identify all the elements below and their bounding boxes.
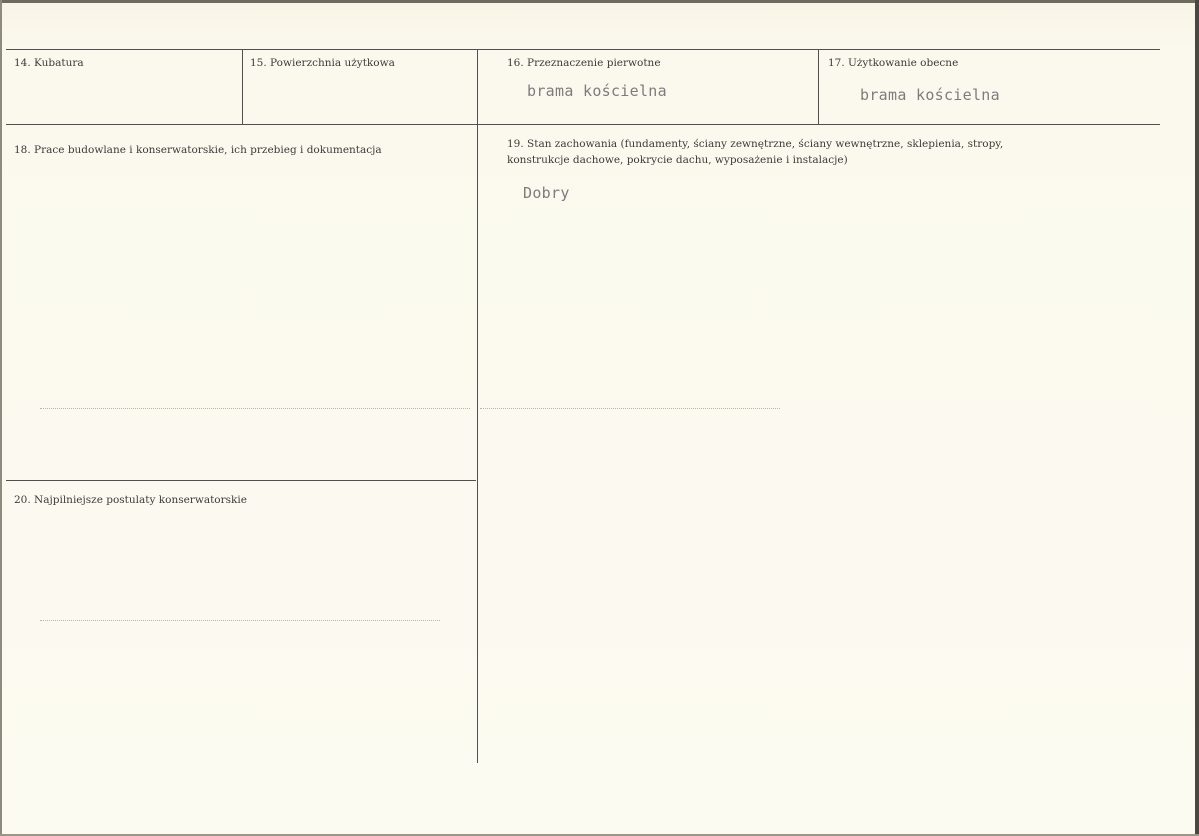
field-15-label: 15. Powierzchnia użytkowa — [250, 57, 395, 69]
field-18-label: 18. Prace budowlane i konserwatorskie, ich przebieg i dokumentacja — [14, 144, 382, 156]
guide-line — [480, 408, 780, 409]
field-19-value: Dobry — [523, 184, 570, 202]
field-16-label: 16. Przeznaczenie pierwotne — [507, 57, 661, 69]
divider-main — [477, 49, 478, 763]
divider-16-17 — [818, 49, 819, 124]
field20-top-rule — [6, 480, 476, 481]
field-17-value: brama kościelna — [860, 86, 1000, 104]
guide-line — [40, 408, 470, 409]
field-16-value: brama kościelna — [527, 82, 667, 100]
card-right-edge — [1195, 0, 1199, 836]
field-14-label: 14. Kubatura — [14, 57, 84, 69]
guide-line — [40, 620, 440, 621]
field-17-label: 17. Użytkowanie obecne — [828, 57, 959, 69]
row1-top-rule — [6, 49, 1160, 50]
divider-14-15 — [242, 49, 243, 124]
card-top-edge — [0, 0, 1199, 3]
card-left-edge — [0, 0, 2, 836]
field-19-label: 19. Stan zachowania (fundamenty, ściany zewnętrzne, ściany wewnętrzne, sklepienia, stropy, konstrukcje dachowe, pokrycie dachu, wyposażenie i instalacje) — [507, 138, 1004, 166]
field-20-label: 20. Najpilniejsze postulaty konserwatorskie — [14, 494, 247, 506]
row1-bottom-rule — [6, 124, 1160, 125]
